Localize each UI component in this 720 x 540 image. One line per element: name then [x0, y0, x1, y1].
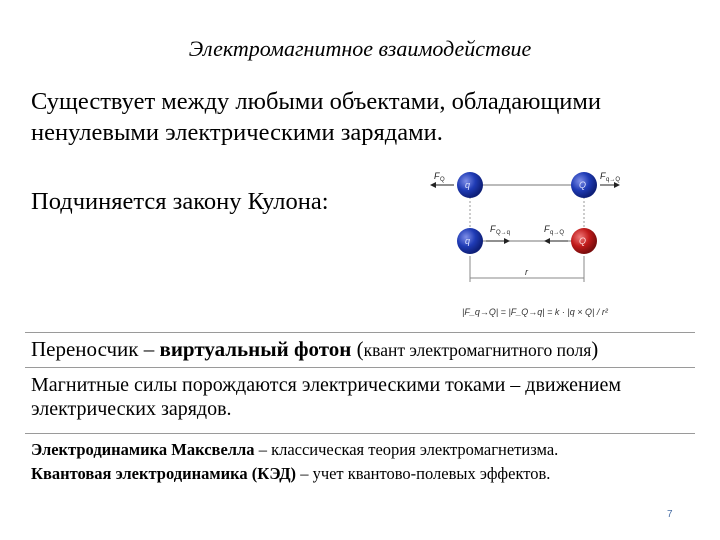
paragraph-magnetic: Магнитные силы порождаются электрическими токами – движением электрических зарядов.: [31, 374, 621, 420]
paragraph-existence: Существует между любыми объектами, обладающими ненулевыми электрическими зарядами.: [31, 88, 602, 146]
carrier-bold: виртуальный фотон: [159, 337, 352, 361]
force-arrowhead-q1-bottom: [504, 238, 510, 244]
force-label-q1-top: F: [434, 171, 440, 181]
page-number: 7: [667, 509, 673, 520]
force-arrowhead-q2-bottom: [544, 238, 550, 244]
carrier-close: ): [591, 337, 599, 361]
charge-label-q1-bottom: q: [465, 236, 471, 246]
charge-label-q2-top: Q: [579, 180, 587, 190]
paragraph-carrier: [31, 336, 711, 363]
qed-rest: – учет квантово-полевых эффектов.: [296, 464, 551, 483]
line-maxwell: [31, 438, 711, 462]
force-arrowhead-q1-top: [430, 182, 436, 188]
force-sub-q1-top: Q: [440, 177, 445, 183]
slide-title: Электромагнитное взаимодействие: [188, 36, 532, 61]
paragraph-coulomb-law: Подчиняется закону Кулона:: [31, 188, 329, 215]
distance-label: r: [525, 267, 528, 277]
force-sub-q2-bottom: q→Q: [550, 230, 565, 236]
charge-label-q2-bottom: Q: [579, 236, 587, 246]
maxwell-rest: – классическая теория электромагнетизма.: [254, 440, 559, 459]
divider-2: [25, 367, 695, 368]
maxwell-bold: Электродинамика Максвелла: [31, 440, 255, 459]
force-sub-q1-bottom: Q→q: [496, 230, 511, 236]
carrier-prefix: Переносчик –: [31, 337, 160, 361]
charge-label-q1-top: q: [465, 180, 471, 190]
coulomb-diagram: [420, 160, 620, 332]
carrier-note: квант электромагнитного поля: [363, 340, 592, 360]
coulomb-formula: |F_q→Q| = |F_Q→q| = k · |q × Q| / r²: [462, 307, 608, 317]
qed-bold: Квантовая электродинамика (КЭД): [31, 464, 297, 483]
paragraph-electrodynamics: [31, 438, 711, 486]
force-label-q2-top: F: [600, 171, 606, 181]
divider-1: [25, 332, 695, 333]
force-label-q1-bottom: F: [490, 224, 496, 234]
force-sub-q2-top: q→Q: [606, 177, 620, 183]
divider-3: [25, 433, 695, 434]
force-label-q2-bottom: F: [544, 224, 550, 234]
carrier-suffix: (: [351, 337, 364, 361]
line-qed: [31, 462, 711, 486]
